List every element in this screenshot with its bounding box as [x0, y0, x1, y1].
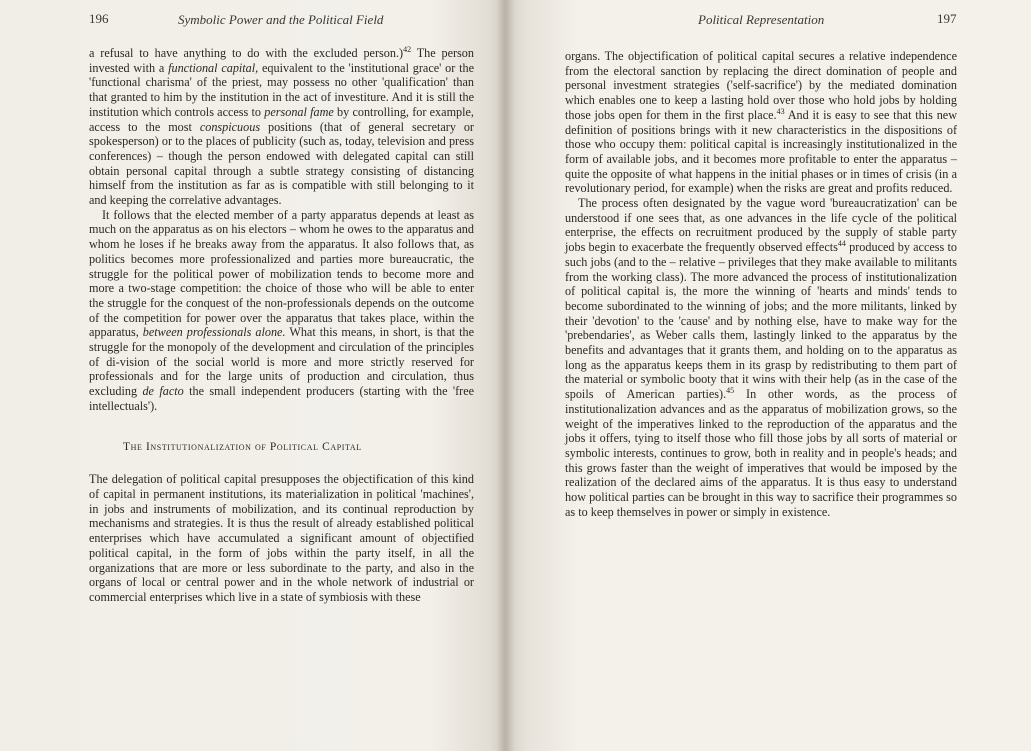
paragraph: organs. The objectification of political capital secures a relative independence from the electoral sanction by replacing the direct domination of people and personal investment strategies ('self-sacrifice') by the mediated domination which enables one to keep a lasting hold over those who hold jobs by holding those jobs open for them in the first place.$^{43}$ And it is easy to see that this new definition of positions brings with it new characteristics in the dispositions of those who occupy them: political capital is increasingly institutionalized in the form of available jobs, and it becomes more profitable to enter the apparatus – quite the opposite of what happens in the initial phases or in times of crisis (in a revolutionary period, for example) when the risks are great and profits reduced.: [565, 49, 957, 196]
footnote-marker: 43: [776, 106, 785, 116]
italic-phrase: de facto: [142, 384, 184, 399]
footnote-marker: 42: [403, 44, 412, 54]
italic-phrase: between professionals alone.: [142, 325, 286, 340]
paragraph: It follows that the elected member of a party apparatus depends at least as much on the apparatus as on his electors – whom he owes to the apparatus and whom he loses if he breaks away from the apparatus. It also follows that, as politics becomes more professionalized and parties more bureaucratic, the struggle for the political power of mobilization tends to become more and more a two-stage competition: the choice of those who will be able to enter the struggle for the conquest of the non-professionals depends on the outcome of the competition for power over the apparatus that takes place, within the apparatus, between professionals alone. What this means, in short, is that the struggle for the monopoly of the development and circulation of the principles of di-vision of the social world is more and more strictly reserved for professionals and for the large units of production and circulation, thus excluding de facto the small independent producers (starting with the 'free intellectuals').: [89, 207, 475, 413]
page-number: 197: [937, 11, 957, 26]
section-heading: The Institutionalization of Political Capital: [123, 440, 362, 453]
right-page-body: [565, 49, 957, 520]
footnote-marker: 44: [837, 239, 846, 249]
italic-phrase: personal fame: [264, 104, 334, 119]
italic-phrase: functional capital,: [168, 60, 259, 75]
italic-phrase: conspicuous: [199, 119, 261, 134]
paragraph: The delegation of political capital presupposes the objectification of this kind of capital in permanent institutions, its materialization in political 'machines', in jobs and instruments of mobilization, and its continual reproduction by mechanisms and strategies. It is thus the result of already established political enterprises which have accumulated a significant amount of objectified political capital, in the form of jobs within the party itself, in all the organizations that are more or less subordinate to the party, and also in the organs of local or central power and in the whole network of industrial or commercial enterprises which live in a state of symbiosis with these: [89, 472, 474, 604]
paragraph: a refusal to have anything to do with the excluded person.)$^{42}$ The person invested with a functional capital, equivalent to the 'institutional grace' or the 'functional charisma' of the priest, may possess no other 'qualification' than that granted to him by the institution in the act of investiture. And it is still the institution which controls access to personal fame by controlling, for example, access to the most conspicuous positions (that of general secretary or spokesperson) or to the places of publicity (such as, today, television and press conferences) – though the person endowed with delegated capital can still obtain personal capital through a subtle strategy consisting of distancing himself from the institution as far as is compatible with still belonging to it and keeping the correlative advantages.: [89, 44, 474, 208]
book-gutter: [497, 0, 515, 751]
running-head: Symbolic Power and the Political Field: [178, 12, 384, 27]
page-number: 196: [89, 11, 109, 26]
running-head: Political Representation: [698, 12, 825, 27]
footnote-marker: 45: [726, 386, 735, 396]
left-page: [0, 0, 505, 751]
right-page: [505, 0, 1031, 751]
paragraph: The process often designated by the vague word 'bureaucratization' can be understood if one sees that, as one advances in the life cycle of the political enterprise, the effects on recruitment produced by the supply of stable party jobs begin to exacerbate the frequently observed effects$^{44}$ produced by access to such jobs (and to the – relative – privileges that they make available to militants from the working class). The more advanced the process of institutionalization of political capital is, the more the winning of 'hearts and minds' tends to become subordinated to the winning of jobs; and the more militants, linked by their 'devotion' to the 'cause' and by nothing else, have to make way for the 'prebendaries', as Weber calls them, lastingly linked to the apparatus by the benefits and advantages that it grants them, and holding on to the apparatus as long as the apparatus keeps them in its grasp by redistributing to them part of the material or symbolic booty that it wins with their help (as in the case of the spoils of American parties).$^{45}$ In other words, as the process of institutionalization advances and as the apparatus of mobilization grows, so the weight of the imperatives linked to the reproduction of the apparatus and the jobs it offers, tying to itself those who fill those jobs by all sorts of material or symbolic interests, continues to grow, both in reality and in people's heads; and this grows faster than the weight of imperatives that would be imposed by the realization of the declared aims of the apparatus. It is thus easy to understand how political parties can be brought in this way to sacrifice their programmes so as to keep themselves in power or simply in existence.: [565, 196, 957, 519]
left-page-body: [89, 46, 474, 605]
